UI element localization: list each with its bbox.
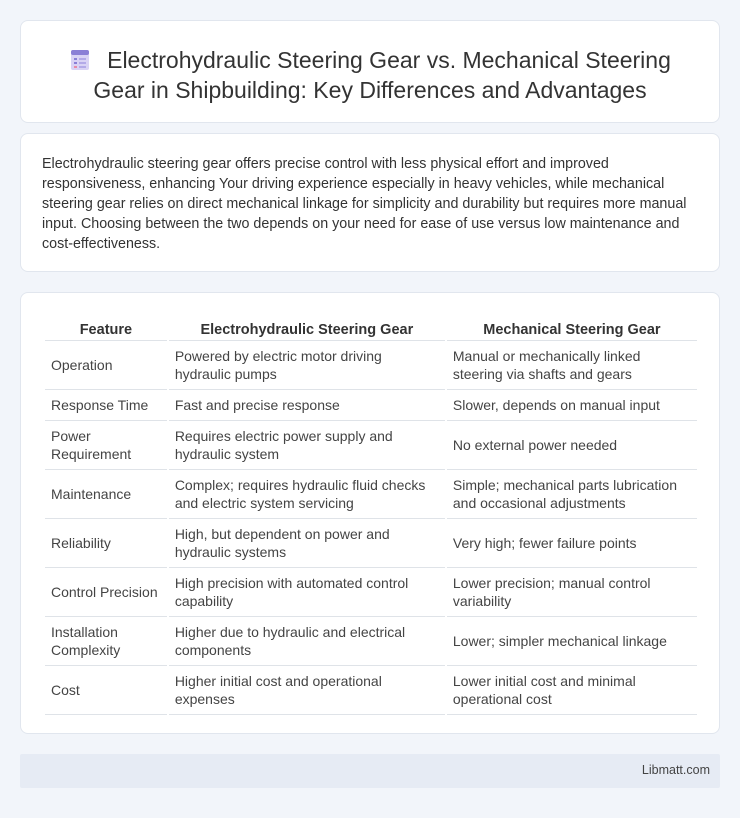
feature-cell: Cost bbox=[45, 666, 167, 715]
mechanical-cell: Lower; simpler mechanical linkage bbox=[447, 617, 697, 666]
table-row bbox=[45, 568, 697, 617]
document-icon bbox=[69, 49, 91, 71]
electrohydraulic-cell: Higher initial cost and operational expenses bbox=[169, 666, 445, 715]
electrohydraulic-cell: High, but dependent on power and hydraulic systems bbox=[169, 519, 445, 568]
electrohydraulic-cell: Requires electric power supply and hydraulic system bbox=[169, 421, 445, 470]
header-mechanical: Mechanical Steering Gear bbox=[447, 313, 697, 341]
electrohydraulic-cell: Powered by electric motor driving hydraulic pumps bbox=[169, 341, 445, 390]
table-header-row bbox=[45, 313, 697, 341]
comparison-card bbox=[20, 292, 720, 734]
electrohydraulic-cell: Fast and precise response bbox=[169, 390, 445, 421]
header-electrohydraulic: Electrohydraulic Steering Gear bbox=[169, 313, 445, 341]
table-row bbox=[45, 341, 697, 390]
comparison-table bbox=[43, 313, 699, 715]
footer-bar bbox=[20, 754, 720, 788]
table-row bbox=[45, 470, 697, 519]
feature-cell: Installation Complexity bbox=[45, 617, 167, 666]
mechanical-cell: Manual or mechanically linked steering via shafts and gears bbox=[447, 341, 697, 390]
table-row bbox=[45, 421, 697, 470]
table-row bbox=[45, 666, 697, 715]
mechanical-cell: No external power needed bbox=[447, 421, 697, 470]
feature-cell: Operation bbox=[45, 341, 167, 390]
title-card bbox=[20, 20, 720, 123]
mechanical-cell: Lower initial cost and minimal operational cost bbox=[447, 666, 697, 715]
feature-cell: Power Requirement bbox=[45, 421, 167, 470]
table-row bbox=[45, 390, 697, 421]
feature-cell: Response Time bbox=[45, 390, 167, 421]
page-title bbox=[21, 45, 719, 105]
electrohydraulic-cell: Complex; requires hydraulic fluid checks and electric system servicing bbox=[169, 470, 445, 519]
intro-paragraph: Electrohydraulic steering gear offers precise control with less physical effort and improved responsiveness, enhancing Your driving experience especially in heavy vehicles, while mechanical steering gear relies on direct mechanical linkage for simplicity and durability but requires more manual input. Choosing between the two depends on your need for ease of use versus low maintenance and cost-effectiveness. bbox=[42, 156, 687, 252]
mechanical-cell: Simple; mechanical parts lubrication and occasional adjustments bbox=[447, 470, 697, 519]
feature-cell: Control Precision bbox=[45, 568, 167, 617]
title-text: Electrohydraulic Steering Gear vs. Mechanical Steering Gear in Shipbuilding: Key Differences and Advantages bbox=[93, 47, 671, 103]
electrohydraulic-cell: High precision with automated control capability bbox=[169, 568, 445, 617]
mechanical-cell: Slower, depends on manual input bbox=[447, 390, 697, 421]
intro-card bbox=[20, 133, 720, 272]
feature-cell: Reliability bbox=[45, 519, 167, 568]
mechanical-cell: Lower precision; manual control variability bbox=[447, 568, 697, 617]
mechanical-cell: Very high; fewer failure points bbox=[447, 519, 697, 568]
footer-source-link[interactable]: Libmatt.com bbox=[641, 763, 710, 777]
table-row bbox=[45, 519, 697, 568]
electrohydraulic-cell: Higher due to hydraulic and electrical components bbox=[169, 617, 445, 666]
header-feature: Feature bbox=[45, 313, 167, 341]
feature-cell: Maintenance bbox=[45, 470, 167, 519]
table-row bbox=[45, 617, 697, 666]
